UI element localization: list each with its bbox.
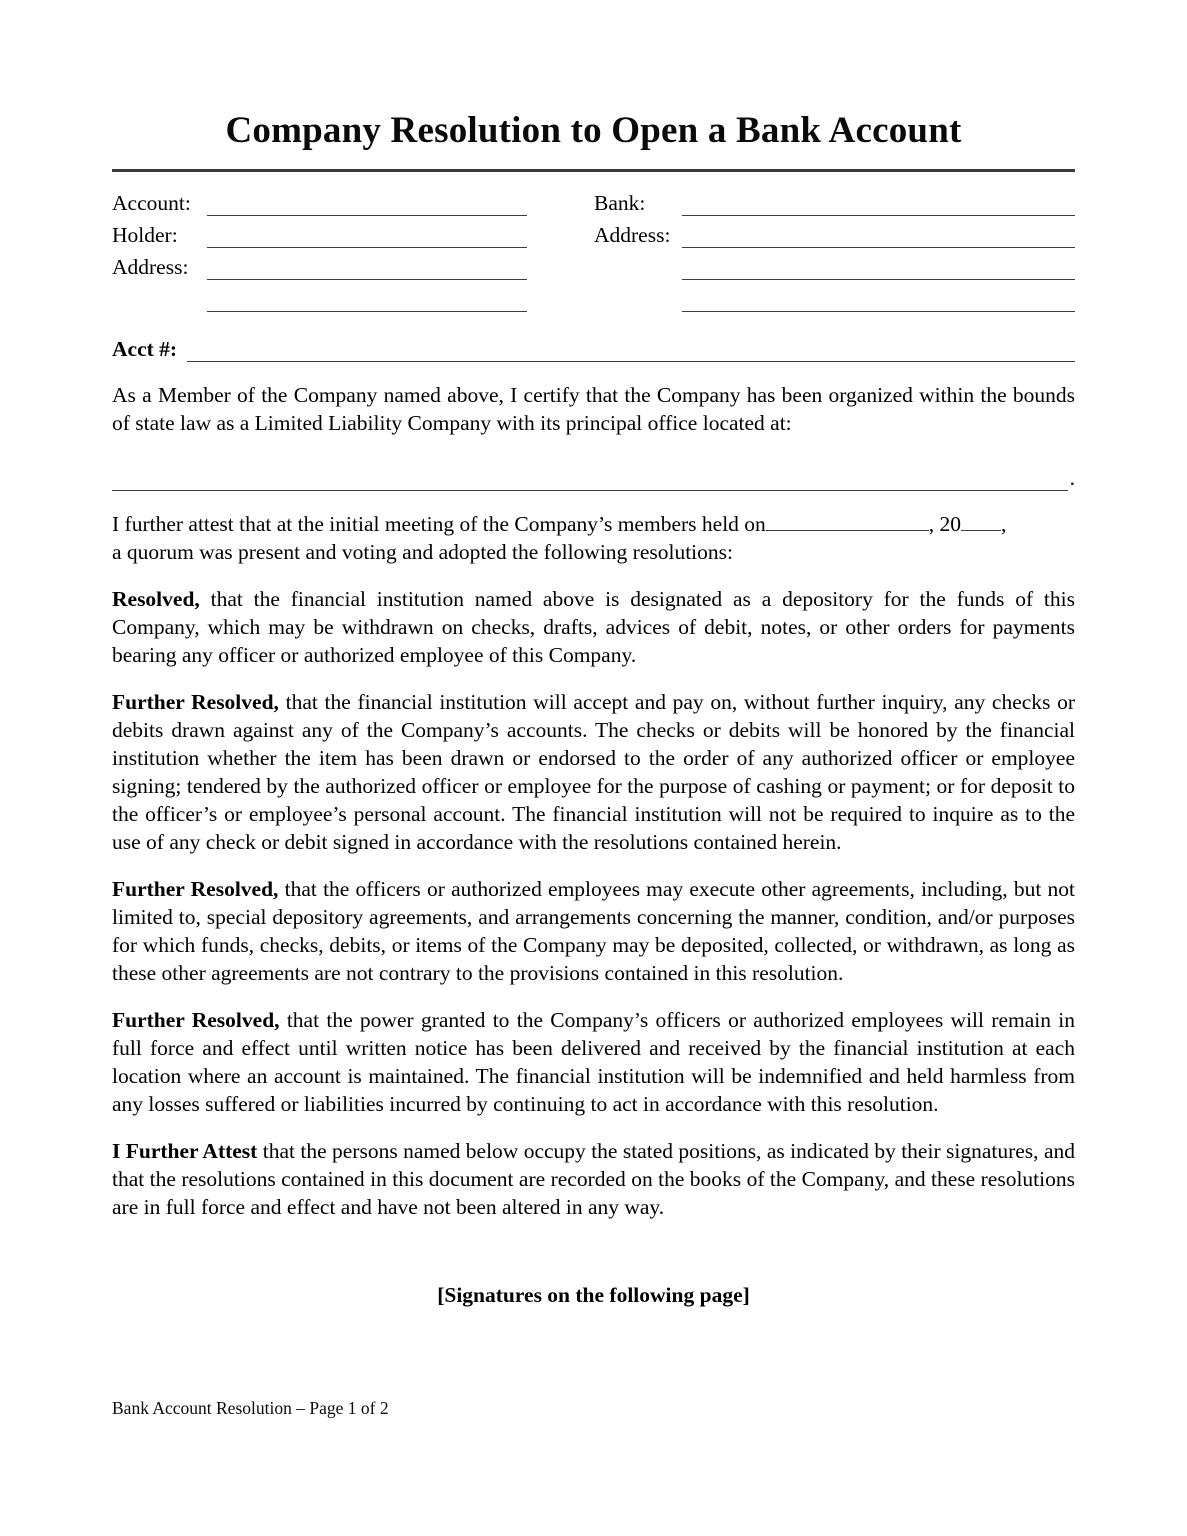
form-row-holder — [112, 216, 527, 248]
form-row-bank-address — [594, 216, 1075, 248]
further-resolved-3-text: that the power granted to the Company’s officers or authorized employees will remain in full force and effect until written notice has been delivered and received by the financial institution at each location where an account is maintained. The financial institution will be indemnified and held harmless from any losses suffered or liabilities incurred by continuing to act in accordance with this resolution. — [112, 1007, 1075, 1116]
acct-number-row — [112, 326, 1075, 362]
further-resolved-1-paragraph — [112, 688, 1075, 856]
account-blank-line — [207, 188, 527, 216]
attest-text-before: I further attest that at the initial meeting of the Company’s members held on — [112, 511, 766, 536]
further-resolved-3-lead: Further Resolved, — [112, 1007, 280, 1032]
i-further-attest-paragraph — [112, 1137, 1075, 1221]
holder-blank-line — [207, 220, 527, 248]
further-resolved-2-paragraph — [112, 875, 1075, 987]
holder-label: Holder: — [112, 222, 178, 247]
further-resolved-2-lead: Further Resolved, — [112, 876, 279, 901]
form-row-bank-address-2 — [594, 248, 1075, 280]
certify-paragraph: As a Member of the Company named above, I certify that the Company has been organized within the bounds of state law as a Limited Liability Company with its principal office located at: — [112, 382, 1075, 435]
principal-office-period: . — [1069, 465, 1075, 490]
title-divider — [112, 169, 1075, 172]
bank-address-2-blank-line — [682, 252, 1075, 280]
bank-address-blank-line — [682, 220, 1075, 248]
meeting-date-blank — [766, 528, 929, 531]
principal-office-blank-line — [112, 462, 1068, 491]
bank-column — [594, 184, 1075, 312]
further-resolved-3-paragraph — [112, 1006, 1075, 1118]
further-resolved-1-text: that the financial institution will accept and pay on, without further inquiry, any checks or debits drawn against any of the Company’s accounts. The checks or debits will be honored by the financial institution whether the item has been drawn or endorsed to the order of any authorized officer or employee signing; tendered by the authorized officer or employee for the purpose of cashing or payment; or for deposit to the officer’s or employee’s personal account. The financial institution will not be required to inquire as to the use of any check or debit signed in accordance with the resolutions contained herein. — [112, 689, 1076, 854]
i-further-attest-text: that the persons named below occupy the stated positions, as indicated by their signatures, and that the resolutions contained in this document are recorded on the books of the Company, and these resolutions are in full force and effect and have not been altered in any way. — [112, 1138, 1075, 1219]
form-row-account — [112, 184, 527, 216]
i-further-attest-lead: I Further Attest — [112, 1138, 258, 1163]
resolved-paragraph — [112, 585, 1075, 669]
holder-address-label: Address: — [112, 254, 189, 279]
bank-blank-line — [682, 188, 1075, 216]
attest-quorum-line: a quorum was present and voting and adopted the following resolutions: — [112, 539, 733, 564]
form-row-bank — [594, 184, 1075, 216]
further-resolved-2-text: that the officers or authorized employees may execute other agreements, including, but not limited to, special depository agreements, and arrangements concerning the manner, condition, and/or purposes for which funds, checks, debits, or items of the Company may be deposited, collected, or withdrawn, as long as these other agreements are not contrary to the provisions contained in this resolution. — [112, 876, 1076, 985]
principal-office-blank-row — [112, 461, 1075, 491]
account-label: Account: — [112, 190, 191, 215]
document-title: Company Resolution to Open a Bank Account — [225, 110, 962, 151]
acct-number-blank-line — [187, 334, 1075, 362]
form-row-holder-address — [112, 248, 527, 280]
attest-text-after: , — [1001, 511, 1007, 536]
holder-address-2-blank-line — [207, 284, 527, 312]
signatures-note: [Signatures on the following page] — [437, 1282, 750, 1307]
form-row-holder-address-2 — [112, 280, 527, 312]
account-holder-column — [112, 184, 527, 312]
resolved-text: that the financial institution named above is designated as a depository for the funds of this Company, which may be withdrawn on checks, drafts, advices of debit, notes, or other orders for payments bearing any officer or authorized employee of this Company. — [112, 586, 1075, 667]
further-resolved-1-lead: Further Resolved, — [112, 689, 279, 714]
acct-number-label: Acct #: — [112, 336, 178, 361]
form-row-bank-address-3 — [594, 280, 1075, 312]
holder-address-blank-line — [207, 252, 527, 280]
attest-meeting-paragraph — [112, 510, 1075, 566]
page-footer: Bank Account Resolution – Page 1 of 2 — [112, 1398, 389, 1418]
bank-address-3-blank-line — [682, 284, 1075, 312]
meeting-year-blank — [961, 528, 1001, 531]
attest-text-mid: , 20 — [928, 511, 962, 536]
account-bank-form — [112, 184, 1075, 312]
bank-label: Bank: — [594, 190, 646, 215]
bank-address-label: Address: — [594, 222, 671, 247]
resolved-lead: Resolved, — [112, 586, 200, 611]
